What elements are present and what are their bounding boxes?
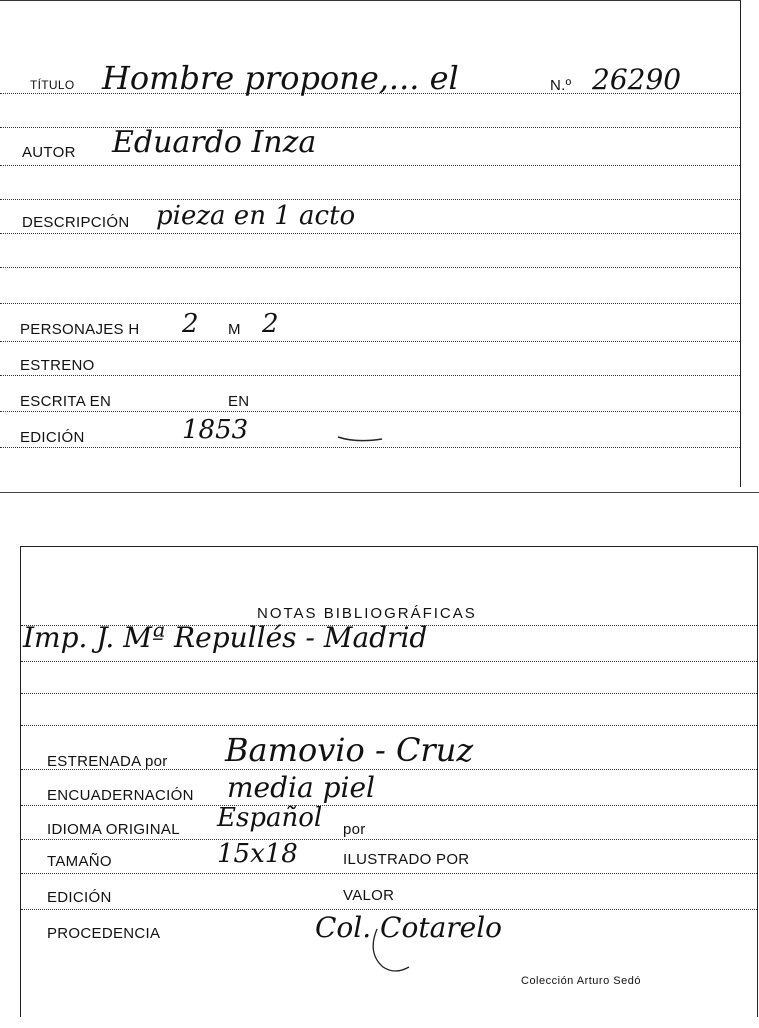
catalog-card-bottom [20,546,758,1017]
dotted-rule [21,839,757,840]
escrita-en-label: EN [228,393,250,410]
edicion-label: EDICIÓN [20,429,85,446]
catalog-card-top [0,0,741,487]
dotted-rule [0,199,740,200]
estreno-label: ESTRENO [20,357,95,374]
personajes-m-label: M [228,321,241,338]
dotted-rule [21,805,757,806]
procedencia-label: PROCEDENCIA [47,925,161,942]
autor-value: Eduardo Inza [112,125,317,160]
encuadernacion-value: media piel [227,771,375,804]
estrenada-label: ESTRENADA por [47,753,168,770]
numero-label: N.º [550,77,572,94]
dotted-rule [21,725,757,726]
dotted-rule [0,267,740,268]
encuadernacion-label: ENCUADERNACIÓN [47,787,194,804]
dotted-rule [0,165,740,166]
descripcion-value: pieza en 1 acto [156,201,356,231]
edicion-value: 1853 [182,415,249,445]
numero-value: 26290 [592,63,682,96]
coleccion-stamp: Colección Arturo Sedó [521,975,641,987]
dotted-rule [21,873,757,874]
titulo-value: Hombre propone,... el [102,59,459,97]
personajes-m-value: 2 [262,309,279,339]
escrita-label: ESCRITA EN [20,393,112,410]
personajes-label: PERSONAJES H [20,321,140,338]
idioma-value: Español [217,803,323,833]
stain-mark [365,923,421,979]
procedencia-value: Col. Cotarelo [315,911,503,944]
valor-label: VALOR [343,887,395,904]
titulo-label: TÍTULO [30,78,75,92]
dotted-rule [0,127,740,128]
personajes-h-value: 2 [182,309,199,339]
imprenta-value: Imp. J. Mª Repullés - Madrid [23,621,428,654]
ilustrado-label: ILUSTRADO POR [343,851,470,868]
idioma-label: IDIOMA ORIGINAL [47,821,180,838]
edicion-label: EDICIÓN [47,889,112,906]
estrenada-value: Bamovio - Cruz [225,731,474,769]
dotted-rule [0,303,740,304]
dotted-rule [21,909,757,910]
descripcion-label: DESCRIPCIÓN [22,214,130,231]
stain-mark [336,429,386,445]
tamano-value: 15x18 [217,839,298,869]
dotted-rule [0,375,740,376]
dotted-rule [0,411,740,412]
autor-label: AUTOR [22,144,76,161]
dotted-rule [21,693,757,694]
notas-heading: NOTAS BIBLIOGRÁFICAS [257,605,477,622]
idioma-por-label: por [343,821,366,838]
dotted-rule [0,447,740,448]
tamano-label: TAMAÑO [47,853,112,870]
dotted-rule [0,233,740,234]
dotted-rule [21,661,757,662]
dotted-rule [0,341,740,342]
card-separator [0,492,759,493]
